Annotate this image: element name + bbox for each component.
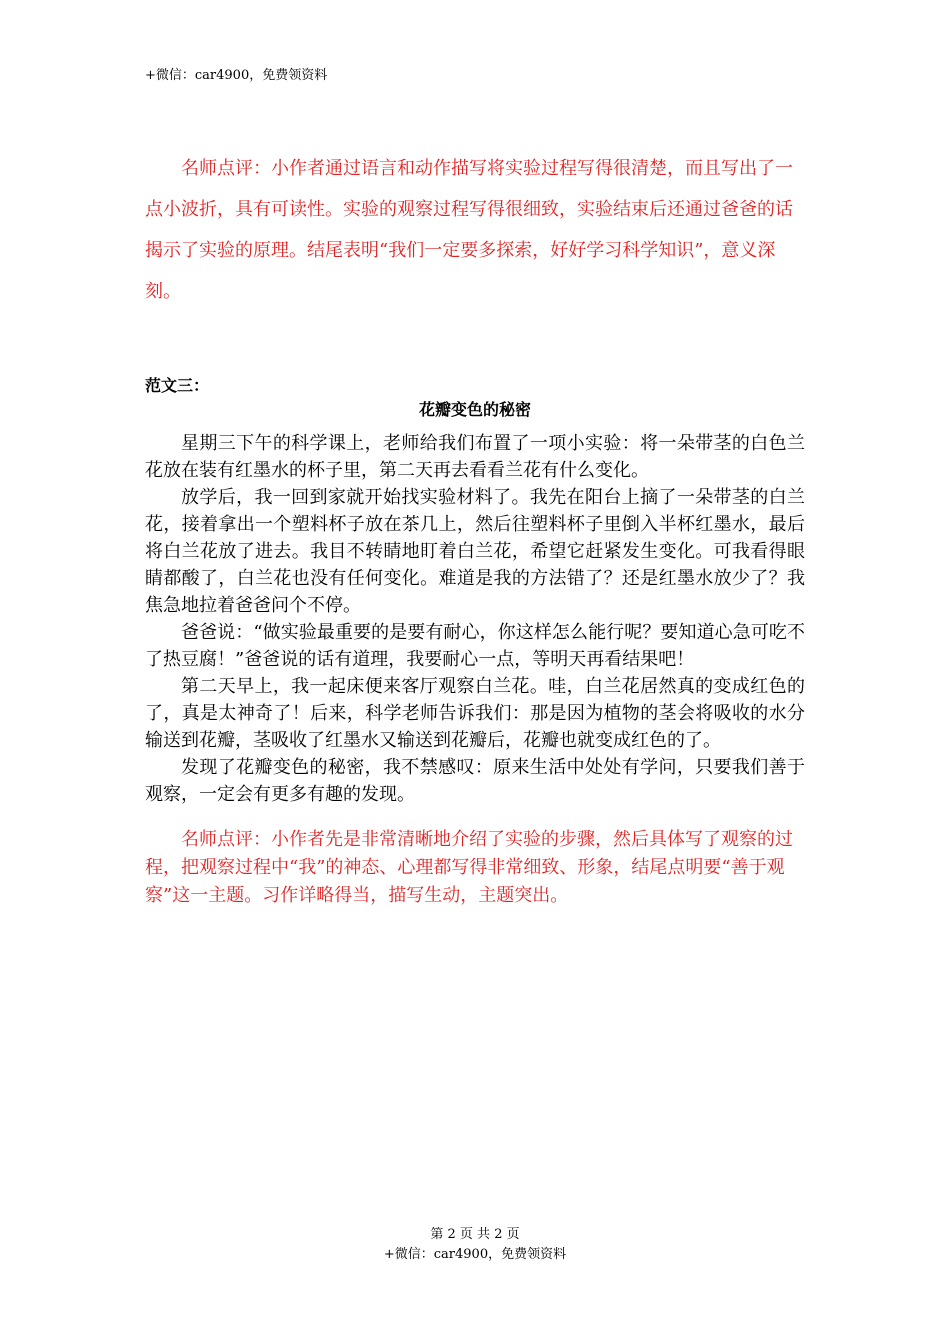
essay-paragraph: 爸爸说：“做实验最重要的是要有耐心，你这样怎么能行呢？要知道心急可吃不了热豆腐！”爸爸说的话有道理，我要耐心一点，等明天再看结果吧！ xyxy=(145,622,805,670)
essay-title: 花瓣变色的秘密 xyxy=(418,400,531,419)
teacher-review-bottom: 名师点评：小作者先是非常清晰地介绍了实验的步骤，然后具体写了观察的过程，把观察过程中“我”的神态、心理都写得非常细致、形象，结尾点明要“善于观察”这一主题。习作详略得当，描写生动，主题突出。 xyxy=(145,829,793,906)
essay-paragraph: 第二天早上，我一起床便来客厅观察白兰花。哇，白兰花居然真的变成红色的了，真是太神奇了！后来，科学老师告诉我们：那是因为植物的茎会将吸收的水分输送到花瓣，茎吸收了红墨水又输送到花瓣后，花瓣也就变成红色的了。 xyxy=(145,676,805,751)
essay-paragraph: 放学后，我一回到家就开始找实验材料了。我先在阳台上摘了一朵带茎的白兰花，接着拿出一个塑料杯子放在茶几上，然后往塑料杯子里倒入半杯红墨水，最后将白兰花放了进去。我目不转睛地盯着白兰花，希望它赶紧发生变化。可我看得眼睛都酸了，白兰花也没有任何变化。难道是我的方法错了？还是红墨水放少了？我焦急地拉着爸爸问个不停。 xyxy=(145,487,805,616)
page-number: 第 2 页 共 2 页 xyxy=(430,1227,520,1242)
header-note: +微信：car4900，免费领资料 xyxy=(145,68,328,83)
essay-body xyxy=(145,430,805,808)
essay-paragraph: 发现了花瓣变色的秘密，我不禁感叹：原来生活中处处有学问，只要我们善于观察，一定会有更多有趣的发现。 xyxy=(145,757,805,805)
footer-note: +微信：car4900，免费领资料 xyxy=(383,1247,567,1262)
teacher-review-top: 名师点评：小作者通过语言和动作描写将实验过程写得很清楚，而且写出了一点小波折，具有可读性。实验的观察过程写得很细致，实验结束后还通过爸爸的话揭示了实验的原理。结尾表明“我们一定要多探索，好好学习科学知识”，意义深刻。 xyxy=(145,158,793,302)
essay-paragraph: 星期三下午的科学课上，老师给我们布置了一项小实验：将一朵带茎的白色兰花放在装有红墨水的杯子里，第二天再去看看兰花有什么变化。 xyxy=(145,433,805,481)
section-label: 范文三： xyxy=(145,376,210,395)
